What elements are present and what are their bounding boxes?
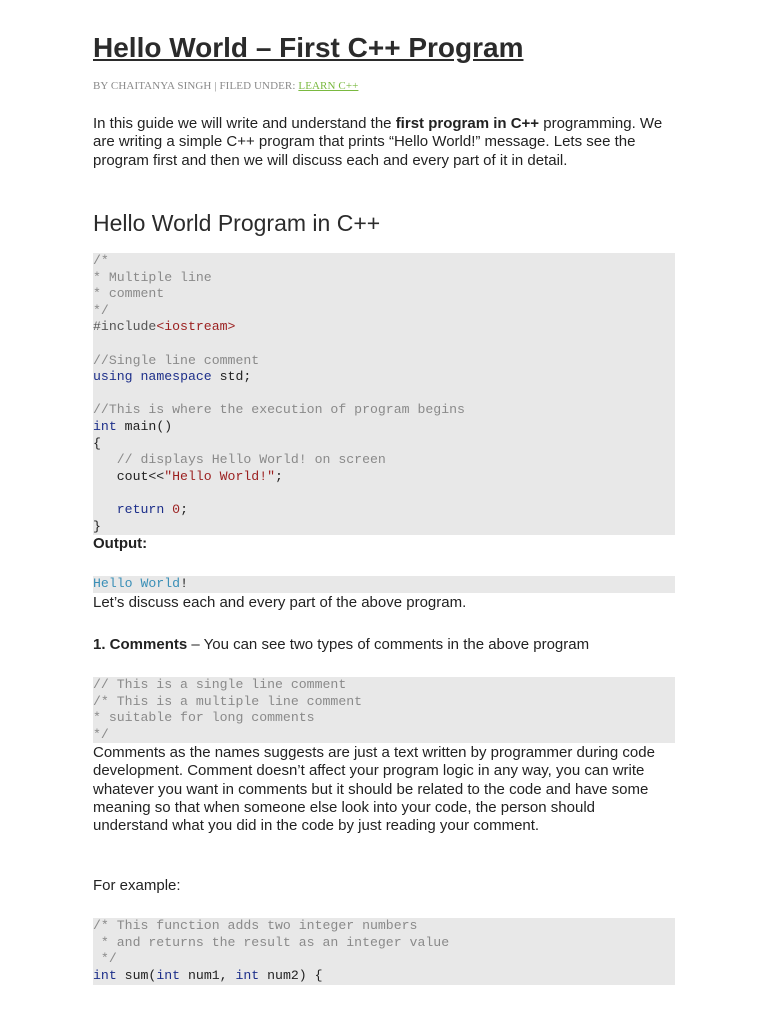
code-token: [93, 502, 117, 517]
code-token: !: [180, 576, 188, 591]
code-line: [93, 386, 675, 403]
example-code-block: [93, 918, 675, 985]
code-line: [93, 519, 675, 536]
code-line: [93, 502, 675, 519]
article-title[interactable]: Hello World – First C++ Program: [93, 32, 524, 63]
code-token: * Multiple line: [93, 269, 212, 285]
code-line: [93, 336, 675, 353]
code-token: namespace: [140, 369, 212, 385]
code-token: */: [93, 302, 109, 318]
code-line: [93, 303, 675, 320]
intro-text-2: programming. We are writing a simple C++ program that prints “Hello World!” message. Lets see the program first and then we will discuss each and every part of it in detail.: [93, 115, 663, 169]
code-token: return: [116, 501, 165, 517]
code-token: cout<<: [93, 468, 165, 484]
code-line: [93, 469, 675, 486]
code-token: // displays Hello World! on screen: [93, 452, 386, 468]
comments-heading-text: – You can see two types of comments in the above program: [187, 636, 590, 653]
code-line: [93, 677, 675, 694]
code-token: // This is a single line comment: [93, 677, 347, 692]
code-token: int: [93, 967, 117, 983]
output-label: Output:: [93, 535, 148, 552]
code-token: {: [93, 435, 101, 451]
code-line: [93, 369, 675, 386]
code-line: [93, 253, 675, 270]
code-token: using: [93, 369, 133, 385]
code-token: [164, 502, 172, 517]
code-token: num2) {: [259, 967, 323, 983]
code-line: [93, 935, 675, 952]
code-token: * and returns the result as an integer value: [93, 934, 450, 950]
intro-paragraph: [93, 115, 673, 170]
code-token: ;: [275, 468, 283, 484]
code-token: */: [93, 951, 117, 967]
byline-author: BY CHAITANYA SINGH | FILED UNDER:: [93, 80, 299, 92]
comments-code-block: [93, 677, 675, 743]
code-token: <iostream>: [156, 319, 236, 335]
code-token: num1,: [180, 967, 236, 983]
code-line: [93, 286, 675, 303]
code-token: int: [93, 418, 117, 434]
code-token: #include: [93, 319, 157, 335]
code-token: /* This function adds two integer numbers: [93, 918, 418, 933]
intro-bold: first program in C++: [395, 115, 540, 132]
code-line: [93, 727, 675, 743]
code-token: sum(: [116, 967, 157, 983]
code-line: [93, 710, 675, 727]
byline: [93, 80, 358, 92]
code-line: [93, 319, 675, 336]
code-line: [93, 419, 675, 436]
code-line: [93, 951, 675, 968]
comments-heading: [93, 636, 673, 654]
code-token: //This is where the execution of program begins: [93, 402, 465, 418]
section-heading: [93, 210, 380, 237]
section-heading-text: Hello World Program in: [93, 210, 337, 236]
code-token: */: [93, 726, 109, 742]
output-code-block: [93, 576, 675, 593]
code-token: int: [235, 967, 260, 983]
discuss-paragraph: Let’s discuss each and every part of the above program.: [93, 594, 467, 611]
code-token: "Hello World!": [164, 468, 276, 484]
comments-explanation: Comments as the names suggests are just a text written by programmer during code development. Comment doesn’t affect your program logic in any way, you can write whatever you want in comments but it should be related to the code and have some meaning so that when someone else look into your code, the person should understand what you did in the code by just reading your comment.: [93, 744, 655, 835]
code-token: /* This is a multiple line comment: [93, 693, 363, 709]
code-token: int: [156, 967, 181, 983]
code-line: [93, 436, 675, 453]
code-token: Hello World: [93, 576, 181, 591]
code-line: [93, 694, 675, 711]
code-token: //Single line comment: [93, 352, 260, 368]
code-line: [93, 402, 675, 419]
code-token: * suitable for long comments: [93, 710, 315, 726]
code-token: * comment: [93, 286, 165, 302]
code-token: /*: [93, 253, 109, 268]
code-line: [93, 918, 675, 935]
code-token: ;: [180, 501, 188, 517]
code-token: 0: [172, 501, 181, 517]
code-line: [93, 353, 675, 370]
code-token: std;: [211, 369, 252, 385]
code-token: [133, 369, 141, 384]
code-line: [93, 485, 675, 502]
code-line: [93, 968, 675, 985]
section-heading-lang: C++: [336, 210, 381, 236]
code-token: main(): [116, 418, 173, 434]
code-token: }: [93, 518, 101, 534]
category-link[interactable]: LEARN C++: [298, 80, 359, 92]
code-line: [93, 270, 675, 287]
code-line: [93, 576, 675, 593]
intro-text-1: In this guide we will write and understand the: [93, 115, 396, 132]
for-example-label: For example:: [93, 877, 181, 894]
comments-heading-bold: 1. Comments: [93, 636, 188, 653]
program-code-block: [93, 253, 675, 535]
code-line: [93, 452, 675, 469]
